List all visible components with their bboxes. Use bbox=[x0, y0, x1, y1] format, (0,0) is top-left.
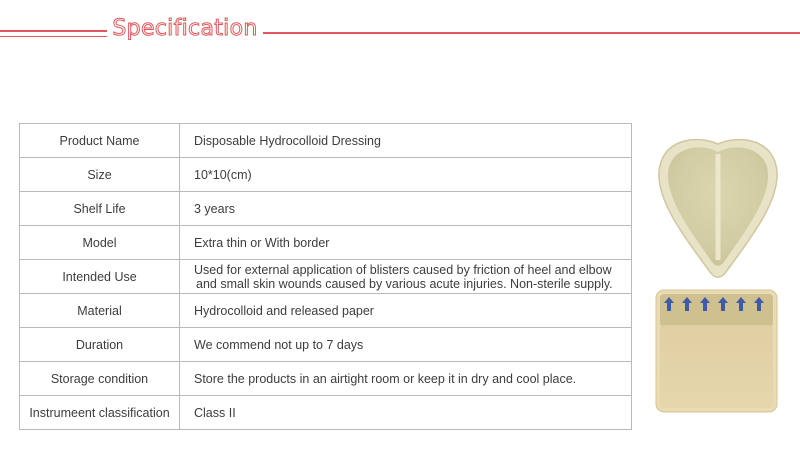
specification-table bbox=[19, 123, 632, 430]
row-value-line-1: Used for external application of blisters caused by friction of heel and elbow bbox=[194, 262, 612, 277]
row-label: Duration bbox=[20, 328, 180, 362]
row-label: Size bbox=[20, 158, 180, 192]
row-value-line-2: and small skin wounds caused by various acute injuries. Non-sterile supply. bbox=[196, 276, 613, 291]
row-value: Store the products in an airtight room or keep it in dry and cool place. bbox=[180, 362, 632, 396]
header-rule-left-thin bbox=[0, 36, 107, 37]
square-dressing-image bbox=[655, 289, 778, 413]
row-label: Model bbox=[20, 226, 180, 260]
table-row bbox=[20, 328, 632, 362]
row-label: Product Name bbox=[20, 124, 180, 158]
table-row bbox=[20, 226, 632, 260]
row-value: Hydrocolloid and released paper bbox=[180, 294, 632, 328]
page-title: Specification bbox=[112, 16, 258, 41]
row-label: Shelf Life bbox=[20, 192, 180, 226]
row-label: Instrumeent classification bbox=[20, 396, 180, 430]
table-row bbox=[20, 396, 632, 430]
table-row bbox=[20, 192, 632, 226]
row-value: We commend not up to 7 days bbox=[180, 328, 632, 362]
row-value: 3 years bbox=[180, 192, 632, 226]
row-value bbox=[180, 260, 632, 294]
table-row bbox=[20, 124, 632, 158]
heart-dressing-image bbox=[655, 134, 781, 280]
row-value: Disposable Hydrocolloid Dressing bbox=[180, 124, 632, 158]
table-row bbox=[20, 294, 632, 328]
header-rule-left bbox=[0, 30, 107, 32]
row-value: 10*10(cm) bbox=[180, 158, 632, 192]
row-label: Material bbox=[20, 294, 180, 328]
table-row bbox=[20, 158, 632, 192]
row-label: Intended Use bbox=[20, 260, 180, 294]
header-rule-right bbox=[263, 32, 800, 34]
row-value: Class II bbox=[180, 396, 632, 430]
table-row bbox=[20, 260, 632, 294]
row-label: Storage condition bbox=[20, 362, 180, 396]
table-row bbox=[20, 362, 632, 396]
row-value: Extra thin or With border bbox=[180, 226, 632, 260]
